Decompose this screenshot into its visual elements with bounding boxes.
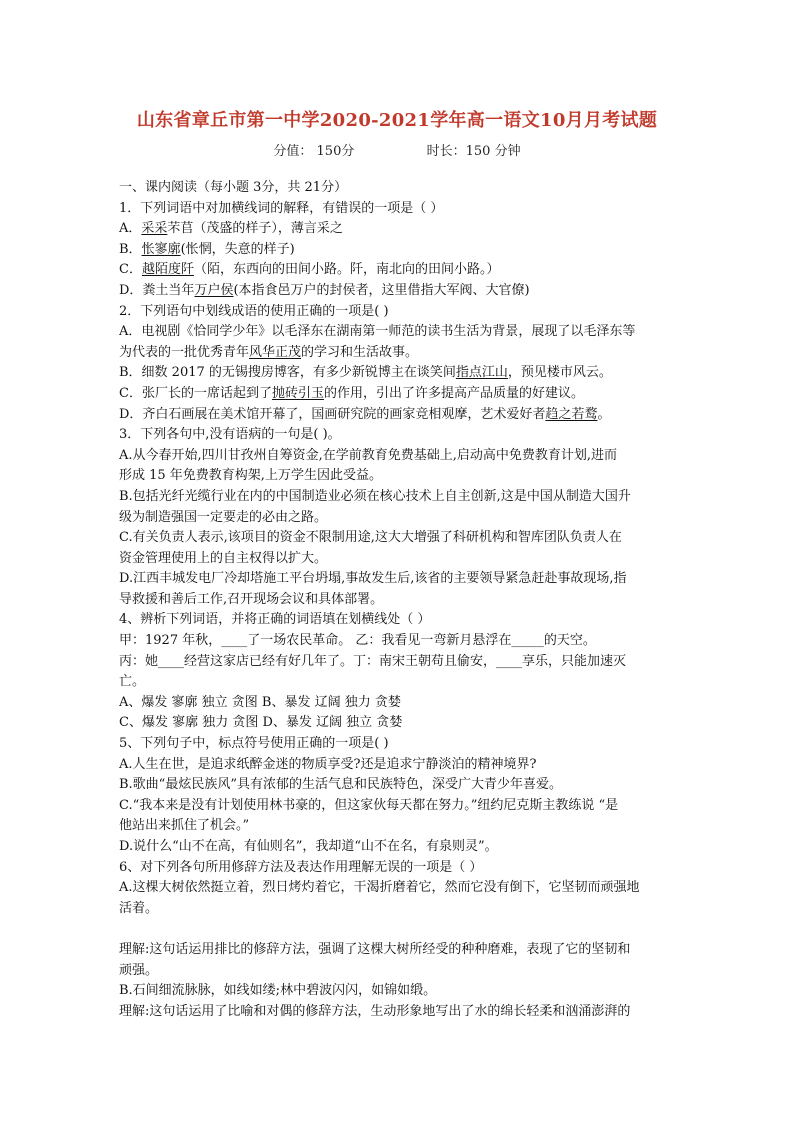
text-line: 3．下列各句中,没有语病的一句是( )。 <box>119 427 341 443</box>
text-line: A.这棵大树依然挺立着，烈日烤灼着它，干渴折磨着它，然而它没有倒下，它坚韧而顽强地 <box>119 880 640 896</box>
text-line: 形成 15 年免费教育构架,上万学生因此受益。 <box>119 468 382 484</box>
blank-line <box>119 919 679 940</box>
exam-meta <box>0 140 794 159</box>
text-line: 为代表的一批优秀青年风华正茂的学习和生活故事。 <box>119 344 419 360</box>
text-line: A.人生在世，是追求纸醉金迷的物质享受?还是追求宁静淡泊的精神境界? <box>119 756 537 772</box>
text-line: 资金管理使用上的自主权得以扩大。 <box>119 550 328 566</box>
text-line: D．粪土当年万户侯(本指食邑万户的封侯者，这里借指大军阀、大官僚) <box>119 282 530 298</box>
text-line: B.石间细流脉脉，如线如缕;林中碧波闪闪，如锦如缎。 <box>119 983 437 999</box>
text-line: B.包括光纤光缆行业在内的中国制造业必须在核心技术上自主创新,这是中国从制造大国升 <box>119 488 631 504</box>
text-line: 他站出来抓住了机会。” <box>119 818 250 834</box>
text-line: D.说什么“山不在高，有仙则名”，我却道“山不在名，有泉则灵”。 <box>119 839 498 854</box>
text-line: C.“我本来是没有计划使用林书豪的，但这家伙每天都在努力。”纽约尼克斯主教练说 “是 <box>119 797 619 813</box>
text-line: D.江西丰城发电厂冷却塔施工平台坍塌,事故发生后,该省的主要领导紧急赶赴事故现场,指 <box>119 571 627 587</box>
text-line: A、爆发 寥廓 独立 贪图 B、暴发 辽阔 独力 贪婪 <box>119 694 401 710</box>
exam-body <box>119 178 679 1022</box>
page-title: 山东省章丘市第一中学2020-2021学年高一语文10月月考试题 <box>136 110 658 131</box>
text-line: 亡。 <box>119 674 146 690</box>
text-line: B．怅寥廓(怅惘，失意的样子) <box>119 241 295 257</box>
time-info: 时长：150 分钟 <box>426 144 521 159</box>
text-line: 一、课内阅读（每小题 3分，共 21分） <box>119 180 348 195</box>
text-line: A.从今春开始,四川甘孜州自筹资金,在学前教育免费基础上,启动高中免费教育计划,进而 <box>119 447 618 463</box>
score-info: 分值： 150分 <box>273 144 355 159</box>
text-line: 5、下列句子中，标点符号使用正确的一项是( ) <box>119 736 389 752</box>
text-line: 甲：1927 年秋，____了一场农民革命。 乙：我看见一弯新月悬浮在_____的天空。 <box>119 633 596 649</box>
text-line: C．越陌度阡（陌，东西向的田间小路。阡，南北向的田间小路。） <box>119 262 500 278</box>
text-line: 理解:这句话运用排比的修辞方法，强调了这棵大树所经受的种种磨难，表现了它的坚韧和 <box>119 941 631 957</box>
text-line: D．齐白石画展在美术馆开幕了，国画研究院的画家竞相观摩，艺术爱好者趋之若鹜。 <box>119 406 611 422</box>
text-line: C.有关负责人表示,该项目的资金不限制用途,这大大增强了科研机构和智库团队负责人在 <box>119 530 622 546</box>
text-line: B．细数 2017 的无锡搜房博客，有多少新锐博主在谈笑间指点江山，预见楼市风云。 <box>119 365 612 381</box>
text-line: A．电视剧《恰同学少年》以毛泽东在湖南第一师范的读书生活为背景，展现了以毛泽东等 <box>119 324 636 340</box>
text-line: 活着。 <box>119 900 159 916</box>
text-line: 6、对下列各句所用修辞方法及表达作用理解无误的一项是（ ） <box>119 859 483 875</box>
text-line: C、爆发 寥廓 独力 贪图 D、暴发 辽阔 独立 贪婪 <box>119 715 403 731</box>
text-line: 顽强。 <box>119 962 159 978</box>
text-line: 1．下列词语中对加横线词的解释，有错误的一项是（ ） <box>119 200 444 216</box>
text-line: 4、辨析下列词语，并将正确的词语填在划横线处（ ） <box>119 612 431 628</box>
text-line: 2．下列语句中划线成语的使用正确的一项是( ) <box>119 303 389 319</box>
text-line: A．采采芣苢（茂盛的样子），薄言采之 <box>119 221 343 237</box>
text-line: C．张厂长的一席话起到了抛砖引玉的作用，引出了许多提高产品质量的好建议。 <box>119 385 584 401</box>
text-line: 级为制造强国一定要走的必由之路。 <box>119 509 328 525</box>
text-line: B.歌曲“最炫民族风”具有浓郁的生活气息和民族特色，深受广大青少年喜爱。 <box>119 777 562 793</box>
text-line: 丙：她____经营这家店已经有好几年了。丁：南宋王朝苟且偷安，____享乐，只能加速灭 <box>119 653 627 669</box>
text-line: 理解:这句话运用了比喻和对偶的修辞方法，生动形象地写出了水的绵长轻柔和汹涌澎湃的 <box>119 1003 631 1019</box>
text-line: 导救援和善后工作,召开现场会议和具体部署。 <box>119 591 384 607</box>
